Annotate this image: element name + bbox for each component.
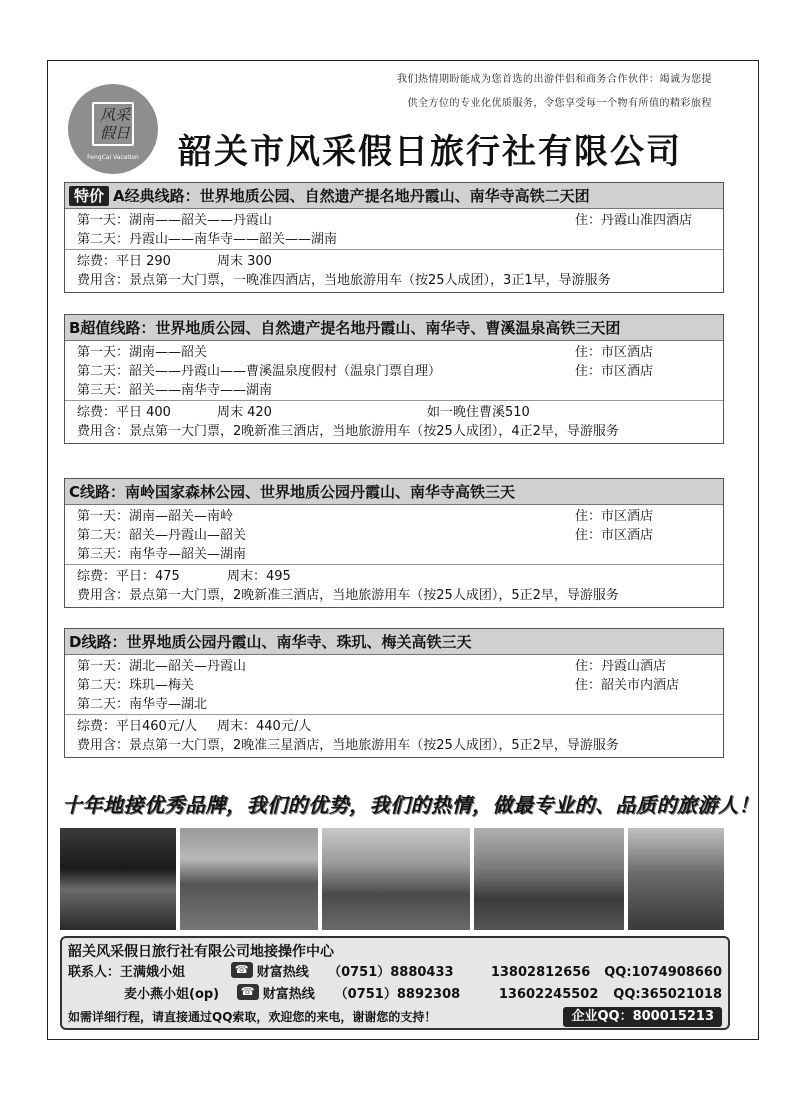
day-text: 第一天：湖北—韶关—丹霞山 xyxy=(77,659,247,674)
fee-weekday: 综费：平日：475 xyxy=(77,569,180,584)
fee-includes: 费用含：景点第一大门票，2晚新准三酒店，当地旅游用车（按25人成团），4正2早，导游服务 xyxy=(77,424,619,439)
route-a-fees xyxy=(65,250,723,292)
photo-strip xyxy=(60,828,728,930)
day-text: 第二天：南华寺—湖北 xyxy=(77,697,208,712)
contact-row xyxy=(68,962,722,984)
itinerary-day xyxy=(77,545,715,564)
itinerary-day xyxy=(77,211,715,230)
contact-footer xyxy=(68,1006,722,1028)
route-d xyxy=(64,628,724,758)
route-a-title: A经典线路：世界地质公园、自然遗产提名地丹霞山、南华寺高铁二天团 xyxy=(113,187,590,205)
day-hotel: 住：市区酒店 xyxy=(575,364,654,379)
day-text: 第一天：湖南—韶关—南岭 xyxy=(77,509,234,524)
itinerary-day xyxy=(77,381,715,400)
itinerary-day xyxy=(77,230,715,249)
route-b-header xyxy=(65,315,723,341)
company-name: 韶关市风采假日旅行社有限公司 xyxy=(178,132,682,172)
temple-gate-photo xyxy=(180,828,318,930)
header xyxy=(60,66,750,176)
fee-includes: 费用含：景点第一大门票，2晚准三星酒店，当地旅游用车（按25人成团），5正2早，导游服务 xyxy=(77,738,619,753)
itinerary-day xyxy=(77,526,715,545)
route-c-fees xyxy=(65,565,723,607)
itinerary-day xyxy=(77,343,715,362)
company-logo xyxy=(68,84,158,174)
itinerary-day xyxy=(77,695,715,714)
mountain-landscape-photo xyxy=(322,828,470,930)
phone-icon: ☎ xyxy=(237,984,259,1000)
day-hotel: 住：市区酒店 xyxy=(575,528,654,543)
mobile-number[interactable]: 13602245502 xyxy=(498,987,599,1002)
route-b-title: B超值线路：世界地质公园、自然遗产提名地丹霞山、南华寺、曹溪温泉高铁三天团 xyxy=(69,319,621,337)
route-d-title: D线路：世界地质公园丹霞山、南华寺、珠玑、梅关高铁三天 xyxy=(69,633,472,651)
route-a xyxy=(64,182,724,293)
brand-tagline: 十年地接优秀品牌，我们的优势，我们的热情，做最专业的、品质的旅游人！ xyxy=(62,793,759,817)
day-hotel: 住：丹霞山准四酒店 xyxy=(575,213,693,228)
route-b xyxy=(64,314,724,444)
footer-note: 如需详细行程，请直接通过QQ索取，欢迎您的来电，谢谢您的支持！ xyxy=(68,1010,437,1024)
fee-weekend: 周末：440元/人 xyxy=(217,719,312,734)
slogan-line-1: 我们热情期盼能成为您首选的出游伴侣和商务合作伙伴：竭诚为您提 xyxy=(397,74,712,85)
fee-weekend: 周末：495 xyxy=(227,569,291,584)
day-text: 第二天：丹霞山——南华寺——韶关——湖南 xyxy=(77,232,338,247)
day-hotel: 住：市区酒店 xyxy=(575,509,654,524)
day-hotel: 住：丹霞山酒店 xyxy=(575,659,667,674)
route-d-itinerary xyxy=(65,655,723,715)
fee-weekday: 综费：平日 400 xyxy=(77,405,171,420)
contact-row xyxy=(68,984,722,1006)
mobile-number[interactable]: 13802812656 xyxy=(490,965,591,980)
fee-weekend: 周末 300 xyxy=(217,254,272,269)
danxia-rock-photo xyxy=(474,828,624,930)
route-d-fees xyxy=(65,715,723,757)
itinerary-day xyxy=(77,362,715,381)
day-hotel: 住：韶关市内酒店 xyxy=(575,678,680,693)
day-text: 第二天：韶关—丹霞山—韶关 xyxy=(77,528,247,543)
qq-number[interactable]: QQ:365021018 xyxy=(613,987,723,1002)
contact-panel xyxy=(60,936,730,1030)
route-c-header xyxy=(65,479,723,505)
special-price-badge: 特价 xyxy=(69,186,109,206)
day-text: 第二天：珠玑—梅关 xyxy=(77,678,195,693)
route-b-fees xyxy=(65,401,723,443)
fee-weekend: 周末 420 xyxy=(217,405,272,420)
route-c-itinerary xyxy=(65,505,723,565)
fee-includes: 费用含：景点第一大门票，2晚新准三酒店，当地旅游用车（按25人成团），5正2早，导游服务 xyxy=(77,588,619,603)
cliff-photo xyxy=(628,828,724,930)
day-text: 第二天：韶关——丹霞山——曹溪温泉度假村（温泉门票自理） xyxy=(77,364,442,379)
day-hotel xyxy=(575,230,715,249)
route-c xyxy=(64,478,724,608)
qq-number[interactable]: QQ:1074908660 xyxy=(604,965,722,980)
waterfall-photo xyxy=(60,828,176,930)
phone-icon: ☎ xyxy=(231,962,253,978)
hotline-label: 财富热线 xyxy=(256,965,309,980)
route-a-header xyxy=(65,183,723,209)
route-c-title: C线路：南岭国家森林公园、世界地质公园丹霞山、南华寺高铁三天 xyxy=(69,483,516,501)
slogan-line-2: 供全方位的专业化优质服务，令您享受每一个物有所值的精彩旅程 xyxy=(407,98,712,109)
hotline-number[interactable]: （0751）8892308 xyxy=(334,987,461,1002)
day-text: 第三天：南华寺—韶关—湖南 xyxy=(77,547,247,562)
day-text: 第三天：韶关——南华寺——湖南 xyxy=(77,383,273,398)
itinerary-day xyxy=(77,507,715,526)
enterprise-qq-badge[interactable]: 企业QQ：800015213 xyxy=(563,1007,722,1027)
day-text: 第一天：湖南——韶关——丹霞山 xyxy=(77,213,273,228)
hotline-label: 财富热线 xyxy=(262,987,315,1002)
day-hotel xyxy=(575,381,715,400)
day-text: 第一天：湖南——韶关 xyxy=(77,345,208,360)
fee-extra: 如一晚住曹溪510 xyxy=(427,405,530,420)
route-a-itinerary xyxy=(65,209,723,250)
itinerary-day xyxy=(77,657,715,676)
contact-person: 联系人：王满娥小姐 xyxy=(68,965,186,980)
fee-includes: 费用含：景点第一大门票，一晚准四酒店，当地旅游用车（按25人成团），3正1早，导游服务 xyxy=(77,273,611,288)
contact-person: 麦小燕小姐(op) xyxy=(124,987,220,1002)
itinerary-day xyxy=(77,676,715,695)
logo-chars: 风采假日 xyxy=(99,106,130,142)
route-d-header xyxy=(65,629,723,655)
fee-weekday: 综费：平日 290 xyxy=(77,254,171,269)
day-hotel xyxy=(575,545,715,564)
hotline-number[interactable]: （0751）8880433 xyxy=(328,965,454,980)
logo-latin: FengCai Vacation xyxy=(87,154,139,161)
day-hotel: 住：市区酒店 xyxy=(575,345,654,360)
fee-weekday: 综费：平日460元/人 xyxy=(77,719,198,734)
day-hotel xyxy=(575,695,715,714)
contact-title: 韶关风采假日旅行社有限公司地接操作中心 xyxy=(68,944,334,960)
route-b-itinerary xyxy=(65,341,723,401)
